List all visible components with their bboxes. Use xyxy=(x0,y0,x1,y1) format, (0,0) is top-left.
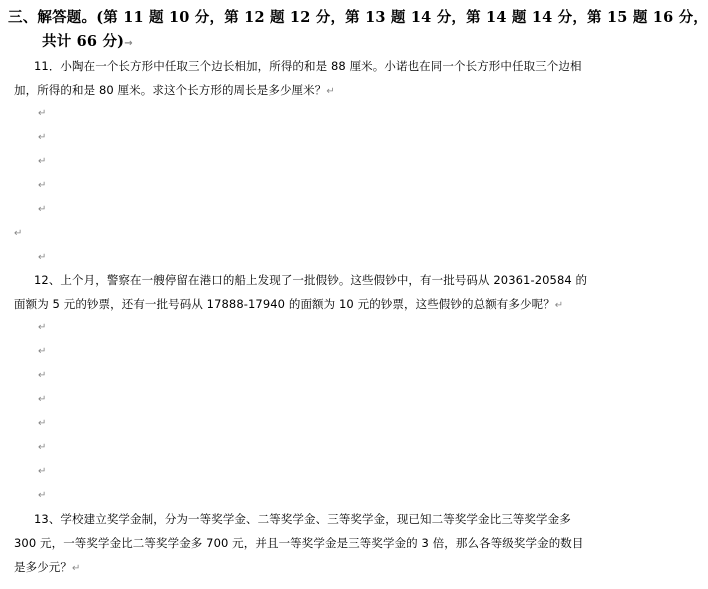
paragraph-mark-icon: ↵ xyxy=(554,300,564,311)
question-11-line2: 加，所得的和是 80 厘米。求这个长方形的周长是多少厘米？ xyxy=(14,83,327,97)
paragraph-mark-icon: ↵ xyxy=(38,442,47,453)
paragraph-mark-icon: ↵ xyxy=(38,490,47,501)
paragraph-mark-icon: ↵ xyxy=(38,204,47,215)
question-12 xyxy=(14,268,598,318)
paragraph-mark-icon: ↵ xyxy=(38,346,47,357)
arrow-mark-icon: → xyxy=(124,38,133,49)
section-heading-line1: 三、解答题。(第 11 题 10 分，第 12 题 12 分，第 13 题 14 分，第 14 题 14 分，第 15 题 16 分， xyxy=(8,9,708,26)
question-13 xyxy=(14,507,598,581)
question-11-line1: 11．小陶在一个长方形中任取三个边长相加，所得的和是 88 厘米。小诺也在同一个长方形中任取三个边相 xyxy=(34,59,582,73)
question-11 xyxy=(14,54,598,104)
paragraph-mark-icon: ↵ xyxy=(14,228,23,239)
question-12-line2: 面额为 5 元的钞票，还有一批号码从 17888-17940 的面额为 10 元的钞票，这些假钞的总额有多少呢？ xyxy=(14,297,555,311)
paragraph-mark-icon: ↵ xyxy=(38,252,47,263)
paragraph-mark-icon: ↵ xyxy=(38,418,47,429)
question-13-line3: 是多少元？ xyxy=(14,560,72,574)
paragraph-mark-icon: ↵ xyxy=(326,86,335,97)
question-13-line1: 13、学校建立奖学金制，分为一等奖学金、二等奖学金、三等奖学金，现已知二等奖学金比三等奖学金多 xyxy=(34,512,571,526)
question-12-line1: 12、上个月，警察在一艘停留在港口的船上发现了一批假钞。这些假钞中，有一批号码从 20361-20584 的 xyxy=(34,273,588,287)
paragraph-mark-icon: ↵ xyxy=(38,108,47,119)
section-heading xyxy=(8,6,708,56)
paragraph-mark-icon: ↵ xyxy=(38,180,47,191)
section-heading-line2: 共计 66 分) xyxy=(42,33,125,50)
paragraph-mark-icon: ↵ xyxy=(38,322,47,333)
paragraph-mark-icon: ↵ xyxy=(72,563,81,574)
paragraph-mark-icon: ↵ xyxy=(38,132,47,143)
paragraph-mark-icon: ↵ xyxy=(38,370,47,381)
paragraph-mark-icon: ↵ xyxy=(38,156,47,167)
paragraph-mark-icon: ↵ xyxy=(38,466,47,477)
paragraph-mark-icon: ↵ xyxy=(38,394,47,405)
question-13-line2: 300 元，一等奖学金比二等奖学金多 700 元，并且一等奖学金是三等奖学金的 3 倍，那么各等级奖学金的数目 xyxy=(14,536,584,550)
